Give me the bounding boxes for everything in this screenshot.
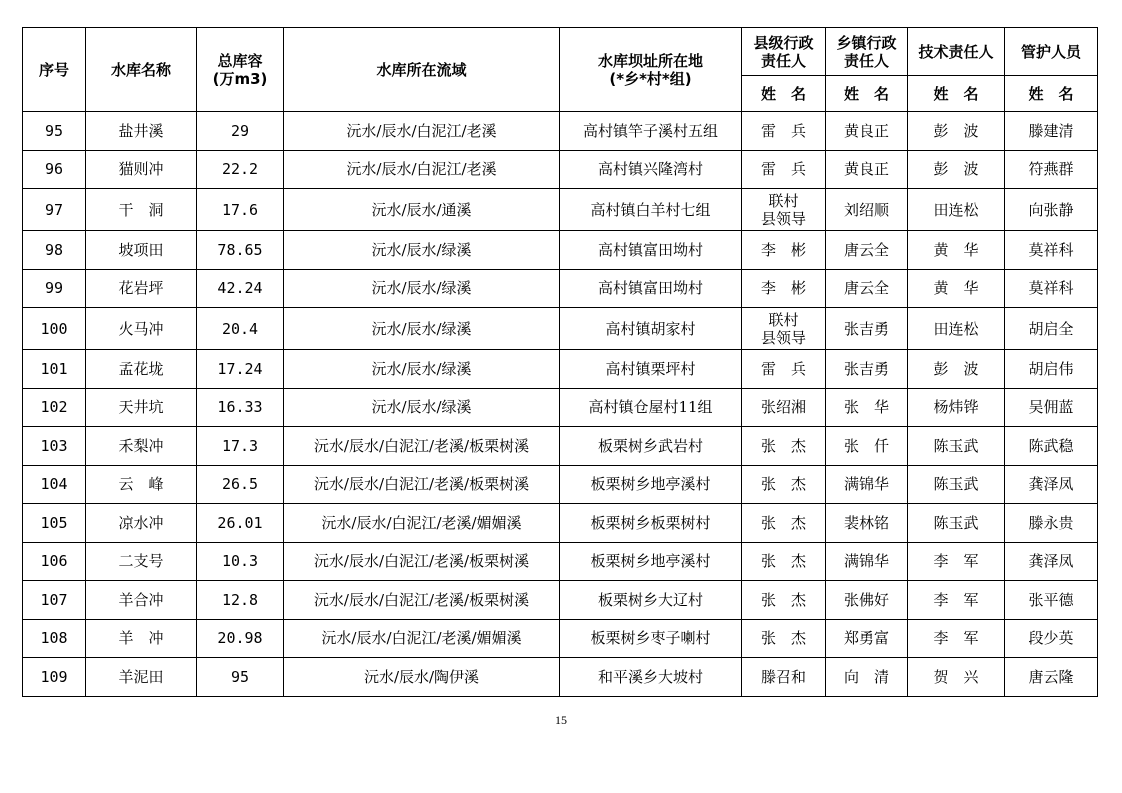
- cell-keeper: 胡启伟: [1005, 350, 1098, 389]
- cell-keeper: 滕永贵: [1005, 504, 1098, 543]
- cell-town-leader: 满锦华: [826, 465, 908, 504]
- cell-capacity: 26.5: [197, 465, 284, 504]
- cell-capacity: 26.01: [197, 504, 284, 543]
- cell-basin: 沅水/辰水/白泥江/老溪/板栗树溪: [284, 542, 560, 581]
- cell-reservoir-name: 火马冲: [86, 308, 197, 350]
- cell-town-leader: 裴林铭: [826, 504, 908, 543]
- cell-location: 高村镇仓屋村11组: [560, 388, 742, 427]
- cell-tech-lead: 李 军: [908, 542, 1005, 581]
- cell-keeper: 莫祥科: [1005, 269, 1098, 308]
- header-basin: 水库所在流域: [284, 28, 560, 112]
- cell-county-leader: 李 彬: [742, 231, 826, 270]
- cell-location: 高村镇富田坳村: [560, 269, 742, 308]
- cell-keeper: 唐云隆: [1005, 658, 1098, 697]
- cell-reservoir-name: 羊合冲: [86, 581, 197, 620]
- cell-county-leader: 张 杰: [742, 619, 826, 658]
- cell-reservoir-name: 孟花垅: [86, 350, 197, 389]
- cell-capacity: 17.3: [197, 427, 284, 466]
- cell-seq: 96: [23, 150, 86, 189]
- cell-town-leader: 黄良正: [826, 150, 908, 189]
- cell-seq: 101: [23, 350, 86, 389]
- cell-reservoir-name: 坡项田: [86, 231, 197, 270]
- header-row: [23, 28, 1098, 76]
- cell-keeper: 龚泽凤: [1005, 542, 1098, 581]
- cell-tech-lead: 田连松: [908, 189, 1005, 231]
- cell-town-leader: 郑勇富: [826, 619, 908, 658]
- cell-seq: 107: [23, 581, 86, 620]
- cell-basin: 沅水/辰水/白泥江/老溪: [284, 150, 560, 189]
- header-county-leader: 县级行政 责任人: [742, 28, 826, 76]
- cell-basin: 沅水/辰水/白泥江/老溪/媚媚溪: [284, 619, 560, 658]
- cell-keeper: 吴佣蓝: [1005, 388, 1098, 427]
- cell-tech-lead: 陈玉武: [908, 504, 1005, 543]
- cell-town-leader: 唐云全: [826, 231, 908, 270]
- cell-reservoir-name: 禾梨冲: [86, 427, 197, 466]
- cell-reservoir-name: 二支号: [86, 542, 197, 581]
- cell-county-leader: 雷 兵: [742, 350, 826, 389]
- cell-capacity: 12.8: [197, 581, 284, 620]
- table-row: [23, 619, 1098, 658]
- cell-location: 和平溪乡大坡村: [560, 658, 742, 697]
- cell-reservoir-name: 凉水冲: [86, 504, 197, 543]
- cell-county-leader: 李 彬: [742, 269, 826, 308]
- cell-tech-lead: 彭 波: [908, 150, 1005, 189]
- cell-reservoir-name: 云 峰: [86, 465, 197, 504]
- cell-keeper: 段少英: [1005, 619, 1098, 658]
- cell-location: 高村镇栗坪村: [560, 350, 742, 389]
- header-seq: 序号: [23, 28, 86, 112]
- cell-county-leader: 联村 县领导: [742, 308, 826, 350]
- cell-county-leader: 张 杰: [742, 465, 826, 504]
- cell-seq: 97: [23, 189, 86, 231]
- cell-seq: 99: [23, 269, 86, 308]
- cell-keeper: 莫祥科: [1005, 231, 1098, 270]
- cell-capacity: 20.4: [197, 308, 284, 350]
- cell-basin: 沅水/辰水/白泥江/老溪/板栗树溪: [284, 427, 560, 466]
- cell-tech-lead: 杨炜铧: [908, 388, 1005, 427]
- table-row: [23, 504, 1098, 543]
- cell-seq: 95: [23, 112, 86, 151]
- cell-town-leader: 张佛好: [826, 581, 908, 620]
- page-number: 15: [555, 713, 567, 727]
- cell-location: 板栗树乡板栗树村: [560, 504, 742, 543]
- table-row: [23, 581, 1098, 620]
- cell-town-leader: 张 仟: [826, 427, 908, 466]
- cell-reservoir-name: 盐井溪: [86, 112, 197, 151]
- cell-seq: 102: [23, 388, 86, 427]
- cell-seq: 106: [23, 542, 86, 581]
- header-sub-name: 姓 名: [908, 76, 1005, 112]
- cell-reservoir-name: 羊泥田: [86, 658, 197, 697]
- cell-keeper: 陈武稳: [1005, 427, 1098, 466]
- cell-capacity: 42.24: [197, 269, 284, 308]
- cell-town-leader: 黄良正: [826, 112, 908, 151]
- cell-keeper: 滕建清: [1005, 112, 1098, 151]
- cell-county-leader: 联村 县领导: [742, 189, 826, 231]
- cell-county-leader: 滕召和: [742, 658, 826, 697]
- cell-county-leader: 张 杰: [742, 581, 826, 620]
- cell-tech-lead: 彭 波: [908, 350, 1005, 389]
- cell-capacity: 95: [197, 658, 284, 697]
- table-row: [23, 189, 1098, 231]
- cell-basin: 沅水/辰水/绿溪: [284, 269, 560, 308]
- cell-basin: 沅水/辰水/白泥江/老溪: [284, 112, 560, 151]
- cell-county-leader: 雷 兵: [742, 112, 826, 151]
- header-sub-name: 姓 名: [742, 76, 826, 112]
- table-row: [23, 542, 1098, 581]
- cell-seq: 104: [23, 465, 86, 504]
- reservoir-responsibility-table: [22, 27, 1098, 697]
- table-row: [23, 465, 1098, 504]
- cell-seq: 108: [23, 619, 86, 658]
- cell-location: 板栗树乡地亭溪村: [560, 542, 742, 581]
- cell-seq: 103: [23, 427, 86, 466]
- cell-county-leader: 张绍湘: [742, 388, 826, 427]
- table-row: [23, 427, 1098, 466]
- table-row: [23, 388, 1098, 427]
- cell-reservoir-name: 花岩坪: [86, 269, 197, 308]
- table-body: [23, 112, 1098, 697]
- table-row: [23, 658, 1098, 697]
- cell-keeper: 龚泽凤: [1005, 465, 1098, 504]
- cell-capacity: 29: [197, 112, 284, 151]
- cell-capacity: 17.24: [197, 350, 284, 389]
- cell-basin: 沅水/辰水/通溪: [284, 189, 560, 231]
- cell-keeper: 向张静: [1005, 189, 1098, 231]
- cell-capacity: 78.65: [197, 231, 284, 270]
- header-sub-name: 姓 名: [826, 76, 908, 112]
- header-keeper: 管护人员: [1005, 28, 1098, 76]
- cell-seq: 109: [23, 658, 86, 697]
- cell-tech-lead: 黄 华: [908, 269, 1005, 308]
- cell-capacity: 17.6: [197, 189, 284, 231]
- cell-location: 板栗树乡大辽村: [560, 581, 742, 620]
- cell-reservoir-name: 羊 冲: [86, 619, 197, 658]
- cell-county-leader: 张 杰: [742, 427, 826, 466]
- header-location: 水库坝址所在地 (*乡*村*组): [560, 28, 742, 112]
- cell-tech-lead: 贺 兴: [908, 658, 1005, 697]
- header-town-leader: 乡镇行政 责任人: [826, 28, 908, 76]
- cell-tech-lead: 彭 波: [908, 112, 1005, 151]
- cell-town-leader: 张吉勇: [826, 350, 908, 389]
- cell-tech-lead: 黄 华: [908, 231, 1005, 270]
- cell-basin: 沅水/辰水/白泥江/老溪/板栗树溪: [284, 581, 560, 620]
- table-row: [23, 350, 1098, 389]
- cell-seq: 98: [23, 231, 86, 270]
- cell-basin: 沅水/辰水/绿溪: [284, 388, 560, 427]
- cell-reservoir-name: 天井坑: [86, 388, 197, 427]
- cell-county-leader: 雷 兵: [742, 150, 826, 189]
- cell-seq: 100: [23, 308, 86, 350]
- cell-tech-lead: 陈玉武: [908, 465, 1005, 504]
- header-sub-name: 姓 名: [1005, 76, 1098, 112]
- cell-capacity: 22.2: [197, 150, 284, 189]
- cell-location: 板栗树乡枣子喇村: [560, 619, 742, 658]
- cell-basin: 沅水/辰水/绿溪: [284, 308, 560, 350]
- cell-capacity: 10.3: [197, 542, 284, 581]
- cell-seq: 105: [23, 504, 86, 543]
- cell-town-leader: 张 华: [826, 388, 908, 427]
- header-tech-lead: 技术责任人: [908, 28, 1005, 76]
- cell-basin: 沅水/辰水/绿溪: [284, 231, 560, 270]
- cell-basin: 沅水/辰水/绿溪: [284, 350, 560, 389]
- cell-keeper: 胡启全: [1005, 308, 1098, 350]
- cell-location: 高村镇胡家村: [560, 308, 742, 350]
- cell-capacity: 16.33: [197, 388, 284, 427]
- header-name: 水库名称: [86, 28, 197, 112]
- cell-basin: 沅水/辰水/白泥江/老溪/媚媚溪: [284, 504, 560, 543]
- header-capacity: 总库容 (万m3): [197, 28, 284, 112]
- cell-town-leader: 刘绍顺: [826, 189, 908, 231]
- table-row: [23, 269, 1098, 308]
- table-row: [23, 112, 1098, 151]
- cell-tech-lead: 陈玉武: [908, 427, 1005, 466]
- cell-keeper: 符燕群: [1005, 150, 1098, 189]
- cell-location: 板栗树乡武岩村: [560, 427, 742, 466]
- cell-tech-lead: 李 军: [908, 619, 1005, 658]
- cell-location: 高村镇竿子溪村五组: [560, 112, 742, 151]
- cell-town-leader: 向 清: [826, 658, 908, 697]
- cell-capacity: 20.98: [197, 619, 284, 658]
- cell-basin: 沅水/辰水/陶伊溪: [284, 658, 560, 697]
- cell-location: 板栗树乡地亭溪村: [560, 465, 742, 504]
- cell-county-leader: 张 杰: [742, 542, 826, 581]
- cell-tech-lead: 田连松: [908, 308, 1005, 350]
- cell-reservoir-name: 猫则冲: [86, 150, 197, 189]
- cell-location: 高村镇富田坳村: [560, 231, 742, 270]
- cell-town-leader: 满锦华: [826, 542, 908, 581]
- cell-reservoir-name: 干 洞: [86, 189, 197, 231]
- cell-town-leader: 唐云全: [826, 269, 908, 308]
- table-row: [23, 150, 1098, 189]
- cell-location: 高村镇兴隆湾村: [560, 150, 742, 189]
- cell-keeper: 张平德: [1005, 581, 1098, 620]
- cell-basin: 沅水/辰水/白泥江/老溪/板栗树溪: [284, 465, 560, 504]
- table-row: [23, 231, 1098, 270]
- table-row: [23, 308, 1098, 350]
- cell-location: 高村镇白羊村七组: [560, 189, 742, 231]
- cell-tech-lead: 李 军: [908, 581, 1005, 620]
- cell-town-leader: 张吉勇: [826, 308, 908, 350]
- cell-county-leader: 张 杰: [742, 504, 826, 543]
